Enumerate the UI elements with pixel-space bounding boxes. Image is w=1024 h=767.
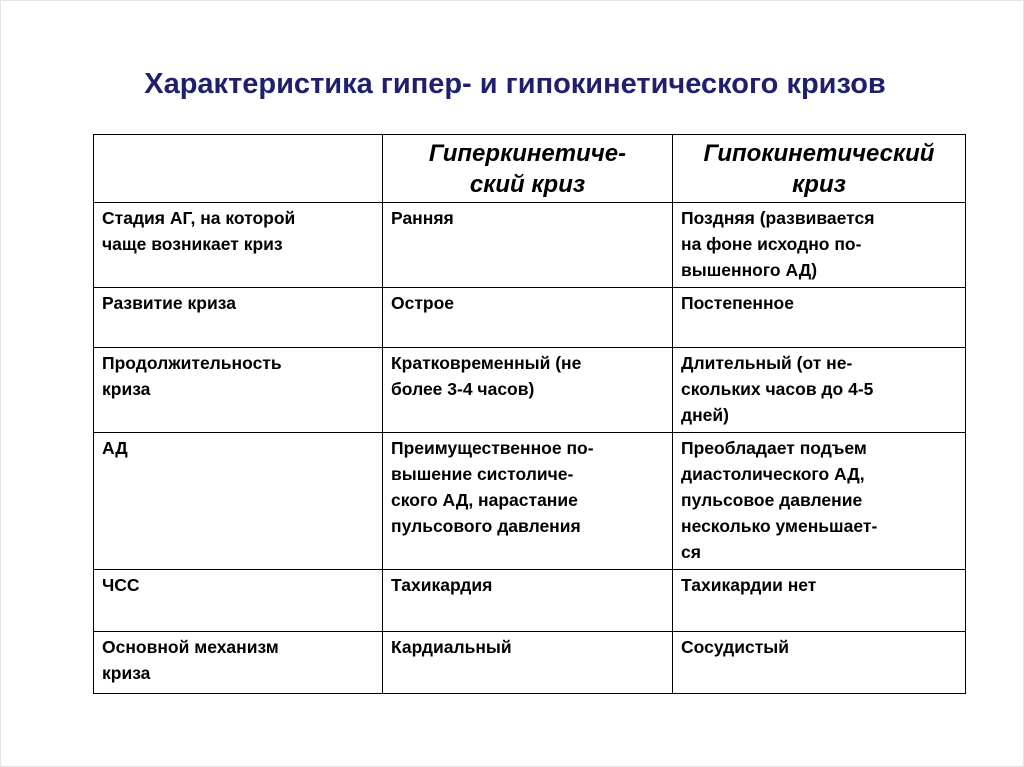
header-cell-hyperkinetic: Гиперкинетиче- ский криз <box>383 135 673 203</box>
row-label-cell: АД <box>94 433 383 570</box>
hyperkinetic-cell: Тахикардия <box>383 570 673 632</box>
hypokinetic-cell: Тахикардии нет <box>673 570 966 632</box>
hyperkinetic-cell: Ранняя <box>383 203 673 288</box>
hyperkinetic-cell: Кратковременный (не более 3-4 часов) <box>383 348 673 433</box>
table-row <box>94 570 966 632</box>
hypokinetic-cell: Постепенное <box>673 288 966 348</box>
table-row <box>94 203 966 288</box>
row-label-cell: ЧСС <box>94 570 383 632</box>
hypokinetic-cell: Длительный (от не- скольких часов до 4-5 дней) <box>673 348 966 433</box>
row-label-cell: Развитие криза <box>94 288 383 348</box>
hyperkinetic-cell: Преимущественное по- вышение систоличе- ского АД, нарастание пульсового давления <box>383 433 673 570</box>
row-label-cell: Основной механизм криза <box>94 632 383 694</box>
hypokinetic-cell: Сосудистый <box>673 632 966 694</box>
header-cell-empty <box>94 135 383 203</box>
table-row <box>94 632 966 694</box>
header-cell-hypokinetic: Гипокинетический криз <box>673 135 966 203</box>
hypokinetic-cell: Поздняя (развивается на фоне исходно по- вышенного АД) <box>673 203 966 288</box>
row-label-cell: Продолжительность криза <box>94 348 383 433</box>
hypokinetic-cell: Преобладает подъем диастолического АД, пульсовое давление несколько уменьшает- ся <box>673 433 966 570</box>
table-header-row <box>94 135 966 203</box>
hyperkinetic-cell: Кардиальный <box>383 632 673 694</box>
slide-title: Характеристика гипер- и гипокинетического кризов <box>144 68 886 100</box>
hyperkinetic-cell: Острое <box>383 288 673 348</box>
comparison-table <box>93 134 966 694</box>
table-row <box>94 348 966 433</box>
table-row <box>94 288 966 348</box>
row-label-cell: Стадия АГ, на которой чаще возникает криз <box>94 203 383 288</box>
table-row <box>94 433 966 570</box>
